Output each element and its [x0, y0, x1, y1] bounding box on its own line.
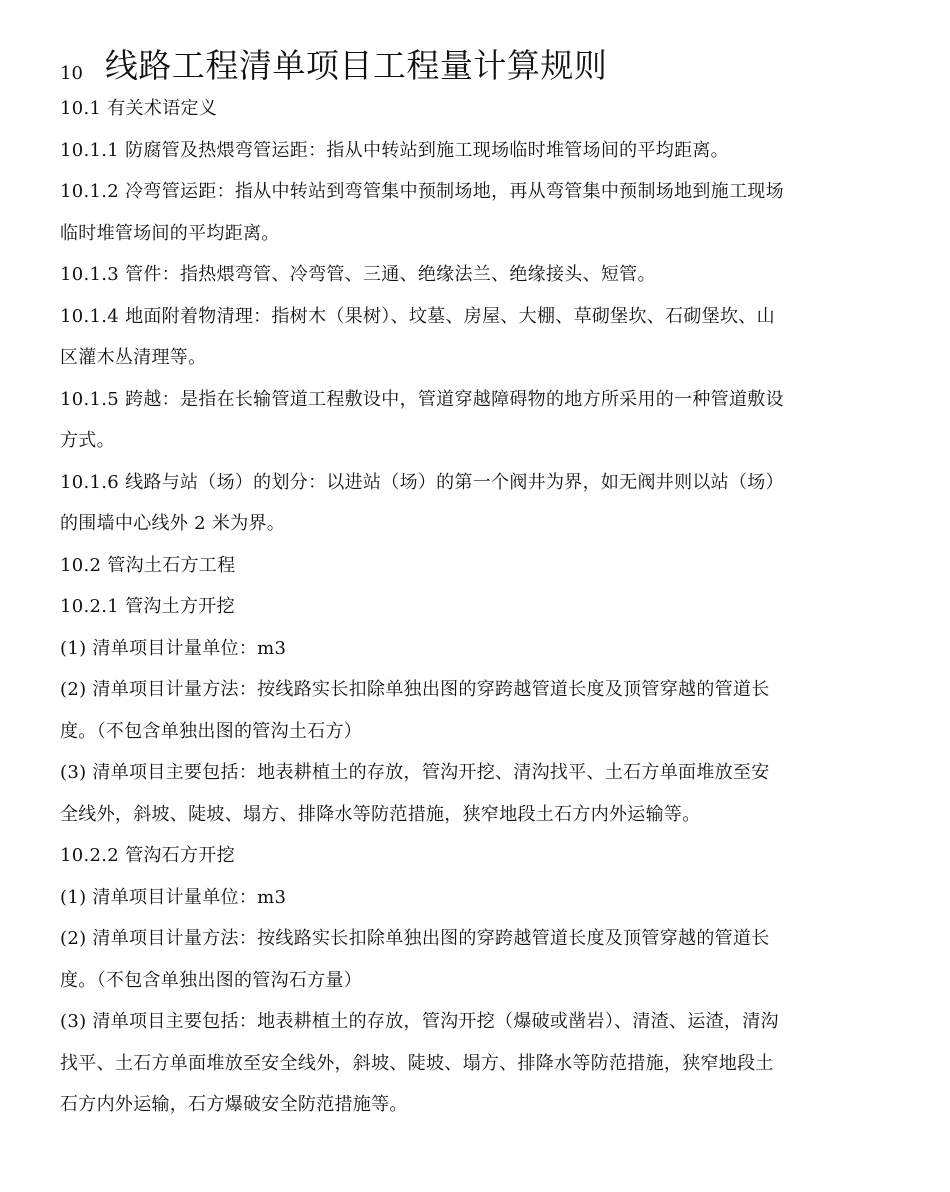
text-line: (2) 清单项目计量方法：按线路实长扣除单独出图的穿跨越管道长度及顶管穿越的管道长 — [60, 928, 770, 949]
page-title: 线路工程清单项目工程量计算规则 — [104, 46, 608, 85]
text-line: (3) 清单项目主要包括：地表耕植土的存放，管沟开挖（爆破或凿岩）、清渣、运渣，清沟 — [60, 1011, 779, 1032]
body-text — [60, 88, 895, 1126]
title-row — [60, 34, 895, 86]
chapter-number: 10 — [60, 63, 83, 84]
text-line: 方式。 — [60, 430, 115, 451]
text-line: 区灌木丛清理等。 — [60, 347, 207, 368]
text-line: 度。（不包含单独出图的管沟土石方） — [60, 720, 363, 742]
subsection-heading: 10.2.1 管沟土方开挖 — [60, 596, 235, 617]
text-line: (2) 清单项目计量方法：按线路实长扣除单独出图的穿跨越管道长度及顶管穿越的管道长 — [60, 679, 770, 700]
text-line: 度。（不包含单独出图的管沟石方量） — [60, 969, 363, 991]
text-line: 10.1.3 管件：指热煨弯管、冷弯管、三通、绝缘法兰、绝缘接头、短管。 — [60, 264, 656, 285]
text-line: 10.1 有关术语定义 — [60, 98, 218, 119]
text-line: 10.1.2 冷弯管运距：指从中转站到弯管集中预制场地，再从弯管集中预制场地到施工现场 — [60, 181, 784, 202]
text-line: 全线外，斜坡、陡坡、塌方、排降水等防范措施，狭窄地段土石方内外运输等。 — [60, 803, 701, 825]
text-line: 临时堆管场间的平均距离。 — [60, 222, 280, 244]
text-line: (1) 清单项目计量单位：m3 — [60, 637, 287, 659]
text-line: 石方内外运输，石方爆破安全防范措施等。 — [60, 1094, 408, 1115]
text-line: 10.1.4 地面附着物清理：指树木（果树）、坟墓、房屋、大棚、草砌堡坎、石砌堡坎、山 — [60, 305, 775, 327]
text-line: 10.1.5 跨越：是指在长输管道工程敷设中，管道穿越障碍物的地方所采用的一种管道敷设 — [60, 388, 784, 410]
text-line: 的围墙中心线外 2 米为界。 — [60, 513, 286, 534]
text-line: (1) 清单项目计量单位：m3 — [60, 886, 287, 908]
subsection-heading: 10.2.2 管沟石方开挖 — [60, 845, 235, 866]
text-line: 找平、土石方单面堆放至安全线外，斜坡、陡坡、塌方、排降水等防范措施，狭窄地段土 — [60, 1052, 774, 1074]
text-line: (3) 清单项目主要包括：地表耕植土的存放，管沟开挖、清沟找平、土石方单面堆放至安 — [60, 762, 770, 783]
text-line: 10.1.1 防腐管及热煨弯管运距：指从中转站到施工现场临时堆管场间的平均距离。 — [60, 139, 729, 161]
section-heading: 10.2 管沟土石方工程 — [60, 554, 236, 576]
text-line: 10.1.6 线路与站（场）的划分：以进站（场）的第一个阀井为界，如无阀井则以站（场） — [60, 471, 784, 493]
